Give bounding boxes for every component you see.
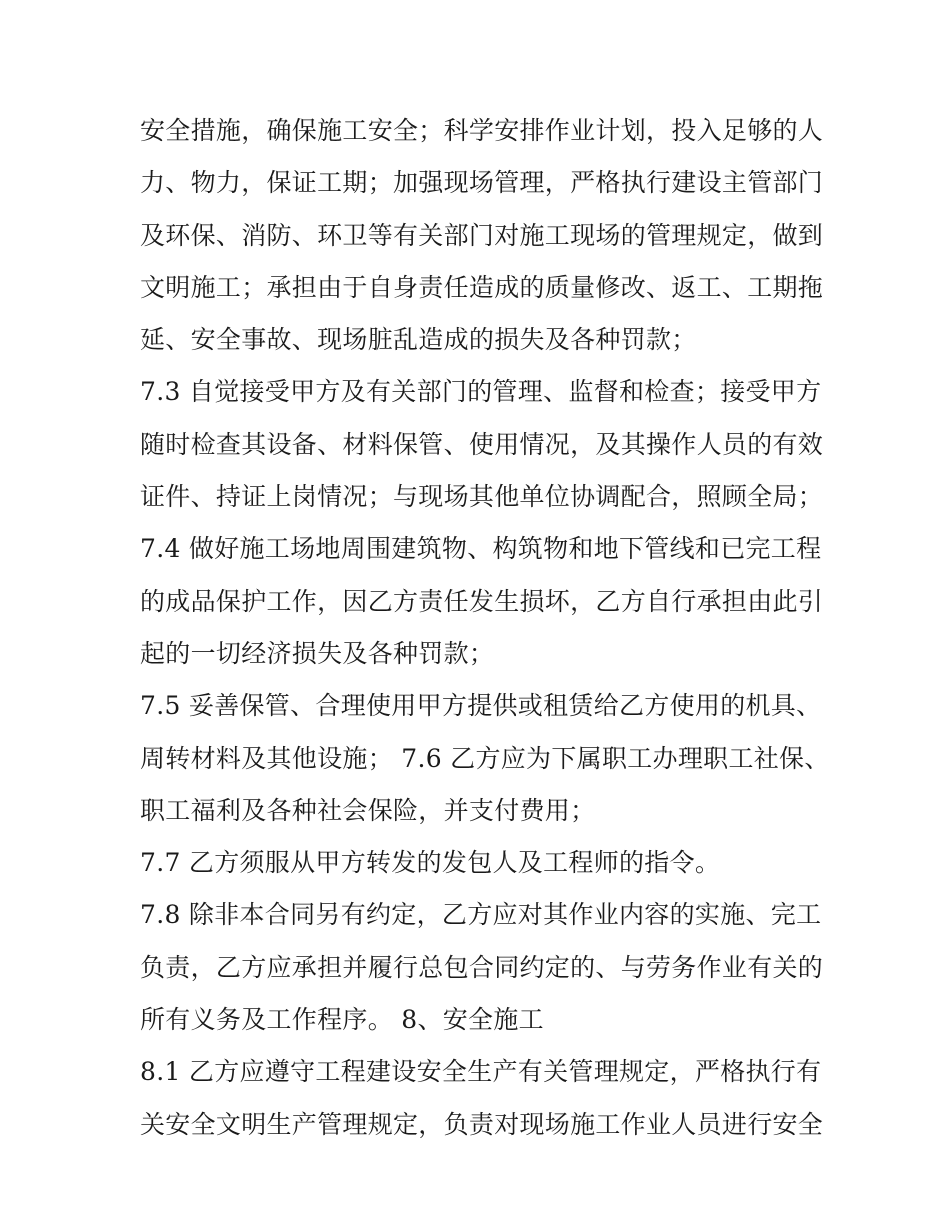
clause-7-8-line: 7.8 除非本合同另有约定，乙方应对其作业内容的实施、完工: [140, 900, 822, 930]
clause-7-3-line: 7.3 自觉接受甲方及有关部门的管理、监督和检查；接受甲方: [140, 377, 822, 407]
text-line: 及环保、消防、环卫等有关部门对施工现场的管理规定，做到: [140, 220, 824, 250]
clause-7-7-line: 7.7 乙方须服从甲方转发的发包人及工程师的指令。: [140, 848, 721, 878]
text-line: 职工福利及各种社会保险，并支付费用；: [140, 795, 596, 825]
text-line: 关安全文明生产管理规定，负责对现场施工作业人员进行安全: [140, 1109, 824, 1139]
text-line: 所有义务及工作程序。 8、安全施工: [140, 1005, 544, 1035]
clause-7-5-line: 7.5 妥善保管、合理使用甲方提供或租赁给乙方使用的机具、: [140, 691, 822, 721]
clause-7-4-line: 7.4 做好施工场地周围建筑物、构筑物和地下管线和已完工程: [140, 534, 822, 564]
text-line: 负责，乙方应承担并履行总包合同约定的、与劳务作业有关的: [140, 952, 824, 982]
text-line: 随时检查其设备、材料保管、使用情况，及其操作人员的有效: [140, 429, 824, 459]
document-body: [140, 105, 830, 1151]
text-line: 安全措施，确保施工安全；科学安排作业计划，投入足够的人: [140, 116, 824, 145]
text-line: 文明施工；承担由于自身责任造成的质量修改、返工、工期拖: [140, 272, 824, 302]
text-line: 起的一切经济损失及各种罚款；: [140, 638, 495, 668]
clause-8-1-line: 8.1 乙方应遵守工程建设安全生产有关管理规定，严格执行有: [140, 1057, 822, 1087]
text-line: 力、物力，保证工期；加强现场管理，严格执行建设主管部门: [140, 168, 824, 198]
text-line: 延、安全事故、现场脏乱造成的损失及各种罚款；: [140, 325, 697, 355]
text-line: 的成品保护工作，因乙方责任发生损坏，乙方自行承担由此引: [140, 586, 824, 616]
text-line: 证件、持证上岗情况；与现场其他单位协调配合，照顾全局；: [140, 482, 824, 512]
text-line: 周转材料及其他设施； 7.6 乙方应为下属职工办理职工社保、: [140, 743, 830, 773]
